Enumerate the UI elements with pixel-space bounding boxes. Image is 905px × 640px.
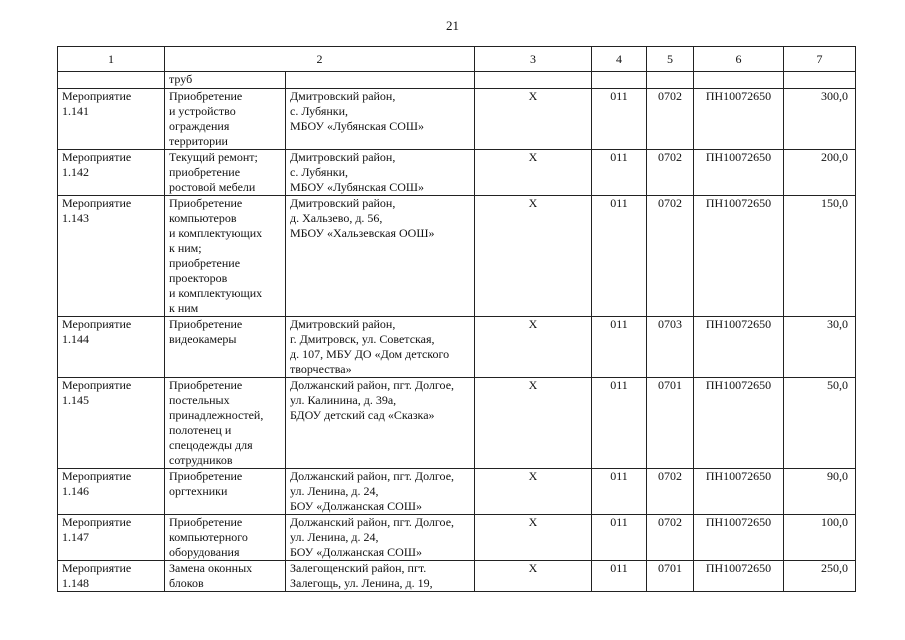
event-line: Мероприятие	[62, 561, 132, 575]
event-line: Мероприятие	[62, 378, 132, 392]
table-row	[58, 515, 856, 561]
event-line: Мероприятие	[62, 317, 132, 331]
location-line: Залегощенский район, пгт.	[290, 561, 427, 575]
location-line: МБОУ «Лубянская СОШ»	[290, 119, 424, 133]
table-row	[58, 378, 856, 469]
location-line: МБОУ «Хальзевская ООШ»	[290, 226, 435, 240]
event-line: 1.146	[62, 484, 89, 498]
col3-cell: Х	[475, 196, 592, 317]
header-col-4: 4	[592, 47, 647, 72]
description-cell	[165, 150, 286, 196]
header-col-5: 5	[647, 47, 694, 72]
location-line: с. Лубянки,	[290, 104, 349, 118]
description-cell	[165, 561, 286, 592]
location-line: Должанский район, пгт. Долгое,	[290, 469, 455, 483]
description-line: Приобретение	[169, 378, 243, 392]
location-line: Должанский район, пгт. Долгое,	[290, 515, 455, 529]
col5-cell: 0702	[647, 515, 694, 561]
description-line: и комплектующих	[169, 286, 263, 300]
description-line: компьютеров	[169, 211, 237, 225]
location-line: БДОУ детский сад «Сказка»	[290, 408, 435, 422]
location-line: ул. Ленина, д. 24,	[290, 530, 379, 544]
location-line: Дмитровский район,	[290, 150, 396, 164]
location-cell	[286, 89, 475, 150]
budget-table	[57, 46, 856, 592]
col3-cell: Х	[475, 561, 592, 592]
col4-cell: 011	[592, 89, 647, 150]
description-line: принадлежностей,	[169, 408, 264, 422]
header-col-2: 2	[165, 47, 475, 72]
table-row	[58, 89, 856, 150]
description-line: приобретение	[169, 256, 241, 270]
col5-cell: 0702	[647, 196, 694, 317]
event-cell	[58, 89, 165, 150]
description-line: сотрудников	[169, 453, 233, 467]
description-line: Приобретение	[169, 196, 243, 210]
amount-cell: 200,0	[784, 150, 856, 196]
event-line: 1.145	[62, 393, 89, 407]
col4-cell: 011	[592, 150, 647, 196]
header-row	[58, 47, 856, 72]
location-line: БОУ «Должанская СОШ»	[290, 545, 422, 559]
description-cell	[165, 196, 286, 317]
description-cell	[165, 515, 286, 561]
event-line: 1.148	[62, 576, 89, 590]
col5-cell: 0702	[647, 150, 694, 196]
location-cell	[286, 515, 475, 561]
event-line: 1.143	[62, 211, 89, 225]
location-cell	[286, 561, 475, 592]
description-line: Замена оконных	[169, 561, 253, 575]
description-line: спецодежды для	[169, 438, 253, 452]
description-line: оборудования	[169, 545, 240, 559]
col3-cell: Х	[475, 515, 592, 561]
description-line: и комплектующих	[169, 226, 263, 240]
event-cell	[58, 317, 165, 378]
table-row	[58, 317, 856, 378]
col5-cell: 0702	[647, 89, 694, 150]
col6-cell: ПН10072650	[694, 469, 784, 515]
location-line: д. Хальзево, д. 56,	[290, 211, 383, 225]
event-line: Мероприятие	[62, 89, 132, 103]
location-line: БОУ «Должанская СОШ»	[290, 499, 422, 513]
description-line: проекторов	[169, 271, 228, 285]
col3-cell: Х	[475, 317, 592, 378]
amount-cell: 50,0	[784, 378, 856, 469]
description-cell	[165, 89, 286, 150]
amount-cell: 300,0	[784, 89, 856, 150]
description-line: Приобретение	[169, 89, 243, 103]
description-cell	[165, 378, 286, 469]
col6-cell: ПН10072650	[694, 196, 784, 317]
event-cell	[58, 561, 165, 592]
event-line: Мероприятие	[62, 150, 132, 164]
description-line: блоков	[169, 576, 204, 590]
col4-cell: 011	[592, 196, 647, 317]
location-line: Дмитровский район,	[290, 196, 396, 210]
amount-cell: 30,0	[784, 317, 856, 378]
location-line: МБОУ «Лубянская СОШ»	[290, 180, 424, 194]
page-number: 21	[446, 18, 459, 33]
col3-cell: Х	[475, 150, 592, 196]
col4-cell: 011	[592, 469, 647, 515]
description-line: к ним;	[169, 241, 202, 255]
continuation-row	[58, 72, 856, 89]
event-line: 1.141	[62, 104, 89, 118]
description-line: территории	[169, 134, 228, 148]
table-row	[58, 196, 856, 317]
event-cell	[58, 469, 165, 515]
continuation-text: труб	[165, 72, 286, 89]
description-cell	[165, 317, 286, 378]
event-cell	[58, 150, 165, 196]
description-line: постельных	[169, 393, 230, 407]
location-cell	[286, 150, 475, 196]
col6-cell: ПН10072650	[694, 515, 784, 561]
amount-cell: 250,0	[784, 561, 856, 592]
col4-cell: 011	[592, 561, 647, 592]
table-row	[58, 469, 856, 515]
col4-cell: 011	[592, 317, 647, 378]
col5-cell: 0701	[647, 561, 694, 592]
col5-cell: 0702	[647, 469, 694, 515]
description-line: Текущий ремонт;	[169, 150, 258, 164]
location-line: Должанский район, пгт. Долгое,	[290, 378, 455, 392]
amount-cell: 90,0	[784, 469, 856, 515]
col4-cell: 011	[592, 378, 647, 469]
header-col-1: 1	[58, 47, 165, 72]
description-cell	[165, 469, 286, 515]
description-line: оргтехники	[169, 484, 228, 498]
description-line: видеокамеры	[169, 332, 237, 346]
col4-cell: 011	[592, 515, 647, 561]
location-line: творчества»	[290, 362, 352, 376]
table-row	[58, 561, 856, 592]
header-col-3: 3	[475, 47, 592, 72]
location-line: Дмитровский район,	[290, 89, 396, 103]
description-line: приобретение	[169, 165, 241, 179]
header-col-6: 6	[694, 47, 784, 72]
description-line: компьютерного	[169, 530, 248, 544]
col3-cell: Х	[475, 89, 592, 150]
col3-cell: Х	[475, 469, 592, 515]
event-cell	[58, 378, 165, 469]
location-cell	[286, 469, 475, 515]
location-line: ул. Калинина, д. 39а,	[290, 393, 397, 407]
amount-cell: 100,0	[784, 515, 856, 561]
col3-cell: Х	[475, 378, 592, 469]
description-line: и устройство	[169, 104, 236, 118]
col6-cell: ПН10072650	[694, 561, 784, 592]
location-cell	[286, 317, 475, 378]
header-col-7: 7	[784, 47, 856, 72]
event-line: 1.147	[62, 530, 89, 544]
description-line: Приобретение	[169, 317, 243, 331]
col6-cell: ПН10072650	[694, 378, 784, 469]
description-line: полотенец и	[169, 423, 232, 437]
col6-cell: ПН10072650	[694, 89, 784, 150]
event-line: Мероприятие	[62, 196, 132, 210]
event-line: Мероприятие	[62, 469, 132, 483]
col6-cell: ПН10072650	[694, 150, 784, 196]
col6-cell: ПН10072650	[694, 317, 784, 378]
location-cell	[286, 196, 475, 317]
location-line: Залегощь, ул. Ленина, д. 19,	[290, 576, 433, 590]
location-line: с. Лубянки,	[290, 165, 349, 179]
table-row	[58, 150, 856, 196]
location-line: г. Дмитровск, ул. Советская,	[290, 332, 435, 346]
col5-cell: 0703	[647, 317, 694, 378]
col5-cell: 0701	[647, 378, 694, 469]
event-line: Мероприятие	[62, 515, 132, 529]
location-line: Дмитровский район,	[290, 317, 396, 331]
description-line: Приобретение	[169, 515, 243, 529]
event-line: 1.144	[62, 332, 89, 346]
location-line: ул. Ленина, д. 24,	[290, 484, 379, 498]
amount-cell: 150,0	[784, 196, 856, 317]
location-cell	[286, 378, 475, 469]
description-line: ростовой мебели	[169, 180, 256, 194]
description-line: к ним	[169, 301, 199, 315]
location-line: д. 107, МБУ ДО «Дом детского	[290, 347, 450, 361]
event-cell	[58, 196, 165, 317]
description-line: Приобретение	[169, 469, 243, 483]
description-line: ограждения	[169, 119, 230, 133]
event-line: 1.142	[62, 165, 89, 179]
event-cell	[58, 515, 165, 561]
